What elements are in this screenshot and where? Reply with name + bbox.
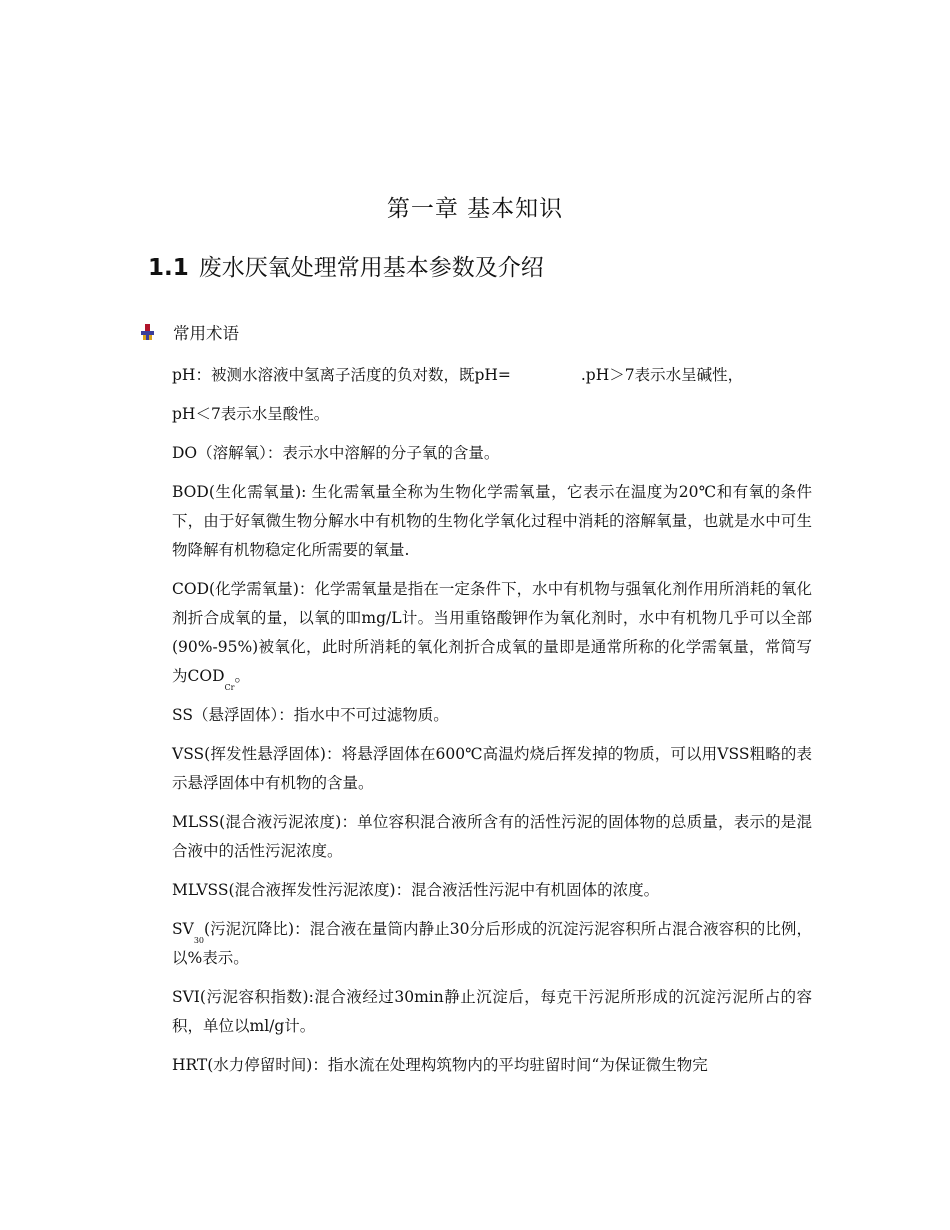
term-svi: SVI(污泥容积指数):混合液经过30min静止沉淀后，每克干污泥所形成的沉淀污泥所占的容积，单位以ml/g计。 [172, 988, 812, 1035]
term-bod: BOD(生化需氧量): 生化需氧量全称为生物化学需氧量，它表示在温度为20℃和有氧的条件下，由于好氧微生物分解水中有机物的生物化学氧化过程中消耗的溶解氧量，也就是水中可生物降解有机物稳定化所需要的氧量. [172, 483, 812, 559]
term-ph [172, 361, 812, 390]
cod-definition: COD(化学需氧量)：化学需氧量是指在一定条件下，水中有机物与强氧化剂作用所消耗的氧化剂折合成氧的量，以氧的吅mg/L计。当用重铬酸钾作为氧化剂时，水中有机物几乎可以全部(90%-95%)被氧化，此时所消耗的氧化剂折合成氧的量即是通常所称的化学需氧量，常简写为COD [172, 580, 812, 685]
term-hrt: HRT(水力停留时间)：指水流在处理构筑物内的平均驻留时间“为保证微生物完 [172, 1056, 708, 1074]
chapter-title: 第一章 基本知识 [386, 196, 564, 222]
bullet-icon [139, 323, 157, 341]
sv-symbol: SV [172, 920, 194, 938]
term-ph-acid: pH＜7表示水呈酸性。 [172, 405, 330, 423]
term-vss: VSS(挥发性悬浮固体)：将悬浮固体在600℃高温灼烧后挥发掉的物质，可以用VSS粗略的表示悬浮固体中有机物的含量。 [172, 745, 812, 792]
term-cod [172, 575, 812, 691]
sv-subscript: 30 [193, 936, 204, 945]
bullet-label: 常用术语 [173, 324, 239, 343]
section-number: 1.1 [148, 255, 189, 281]
term-sv30 [172, 915, 812, 973]
section-heading [148, 249, 544, 282]
term-list-heading [139, 320, 239, 344]
term-do: DO（溶解氧）：表示水中溶解的分子氧的含量。 [172, 444, 500, 462]
terms-body [172, 361, 812, 1090]
cod-definition-end: 。 [234, 667, 250, 685]
term-ss: SS（悬浮固体）：指水中不可过滤物质。 [172, 706, 449, 724]
term-mlvss: MLVSS(混合液挥发性污泥浓度)：混合液活性污泥中有机固体的浓度。 [172, 881, 660, 899]
section-title: 废水厌氧处理常用基本参数及介绍 [198, 255, 544, 281]
term-mlss: MLSS(混合液污泥浓度)：单位容积混合液所含有的活性污泥的固体物的总质量，表示的是混合液中的活性污泥浓度。 [172, 813, 812, 860]
cod-subscript: Cr [224, 683, 235, 692]
sv-definition: (污泥沉降比)：混合液在量筒内静止30分后形成的沉淀污泥容积所占混合液容积的比例，以%表示。 [172, 920, 812, 967]
ph-definition-start: pH：被测水溶液中氢离子活度的负对数，既pH= [172, 366, 511, 384]
ph-definition-end: .pH＞7表示水呈碱性， [580, 366, 744, 384]
